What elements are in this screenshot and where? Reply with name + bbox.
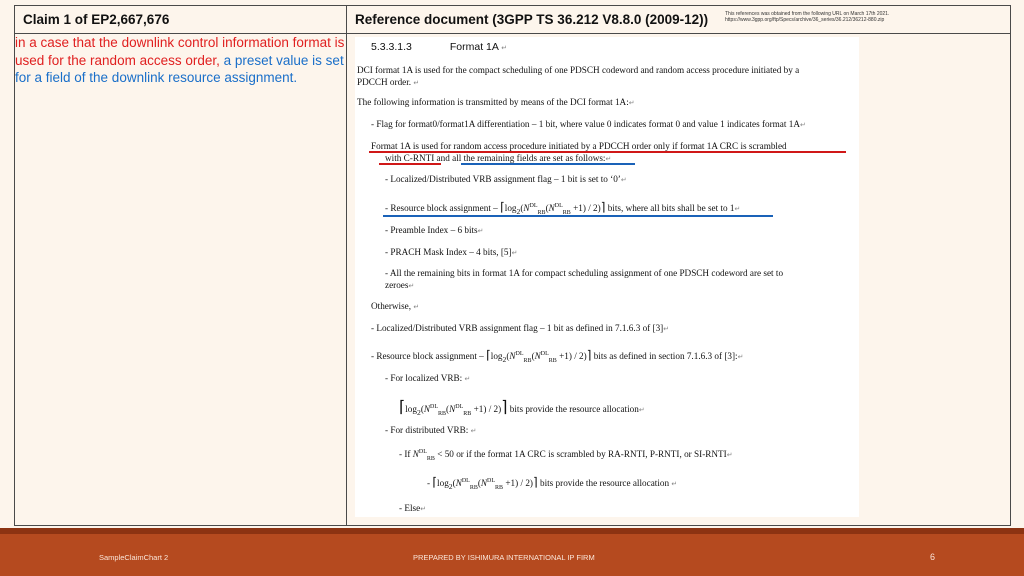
rba-suffix: bits, where all bits shall be set to 1 — [607, 203, 735, 213]
pdcch-order-line-1: Format 1A is used for random access procedure initiated by a PDCCH order only if format 1A CRC is scrambled — [371, 141, 787, 151]
intro-line-2-text: PDCCH order. — [357, 77, 412, 87]
remaining-line-2: zeroes↵ — [385, 280, 415, 290]
vrb-flag-line: - Localized/Distributed VRB assignment flag – 1 bit is set to ‘0’↵ — [385, 174, 627, 184]
claim-text-blue: a preset value is set for a field of the downlink resource assignment — [15, 52, 344, 85]
pdcch-order-line-2a: with C-RNTI and — [385, 153, 453, 163]
footer-firm: PREPARED BY ISHIMURA INTERNATIONAL IP FIRM — [413, 553, 595, 562]
if-suffix: or if the format 1A CRC is scrambled by RA-RNTI, P-RNTI, or SI-RNTI — [456, 449, 727, 460]
source-note-text: This references was obtained from the following URL on March 17th 2021. — [725, 11, 890, 17]
footer-accent-stripe — [0, 528, 1024, 534]
prach-text: - PRACH Mask Index – 4 bits, [5] — [385, 247, 512, 257]
otherwise-text: Otherwise, — [371, 301, 412, 311]
intro-line-2: PDCCH order. ↵ — [357, 77, 420, 87]
prach-line: - PRACH Mask Index – 4 bits, [5]↵ — [385, 247, 518, 257]
localized-suffix: bits provide the resource allocation — [509, 404, 639, 414]
distributed-text: - For distributed VRB: — [385, 425, 469, 435]
remaining-line-1: - All the remaining bits in format 1A for compact scheduling assignment of one PDSCH codeword are set to — [385, 268, 784, 278]
page-number: 6 — [930, 552, 936, 562]
localized-line: - For localized VRB: ↵ — [385, 373, 471, 383]
rba2-prefix: - Resource block assignment – — [371, 351, 484, 361]
reference-column-header — [347, 6, 1011, 34]
distributed-line: - For distributed VRB: ↵ — [385, 425, 477, 435]
blue-underline-rba — [383, 215, 773, 217]
flag-line: - Flag for format0/format1A differentiation – 1 bit, where value 0 indicates format 0 and value 1 indicates format 1A↵ — [371, 119, 806, 129]
rba2-suffix: bits as defined in section 7.1.6.3 of [3]: — [593, 351, 738, 361]
remaining-line-2-text: zeroes — [385, 280, 409, 290]
flag-line-text: - Flag for format0/format1A differentiation – 1 bit, where value 0 indicates format 0 and value 1 indicates format 1A — [371, 119, 800, 129]
if-line: - If $N^{DL}_{RB} < 50$ or if the format 1A CRC is scrambled by RA-RNTI, P-RNTI, or SI-RNTI↵ — [399, 449, 733, 462]
localized-text: - For localized VRB: — [385, 373, 463, 383]
section-number: 5.3.3.1.3 — [371, 41, 412, 53]
claim-cell — [15, 34, 347, 526]
footer-title: SampleClaimChart 2 — [99, 553, 169, 562]
red-underline-2 — [379, 163, 441, 165]
intro-line-1: DCI format 1A is used for the compact scheduling of one PDSCH codeword and random access procedure initiated by a — [357, 65, 800, 75]
else-text: - Else — [399, 503, 421, 513]
section-heading: 5.3.3.1.3 Format 1A ↵ — [371, 41, 508, 53]
else-line: - Else↵ — [399, 503, 427, 513]
claim-text-end: . — [293, 70, 298, 85]
claim-text-red: in a case that the downlink control information format is used for the random access order, — [15, 35, 345, 68]
claim-column-title: Claim 1 of EP2,667,676 — [23, 12, 170, 27]
vrb-flag-text: - Localized/Distributed VRB assignment flag – 1 bit is set to ‘0’ — [385, 174, 621, 184]
otherwise-line: Otherwise, ↵ — [371, 301, 420, 311]
footer-bar — [0, 528, 1024, 576]
distributed-formula-line: - $⌈\log_2(N^{DL}_{RB}(N^{DL}_{RB} +1)$ / 2)⌉ bits provide the resource allocation ↵ — [427, 475, 678, 491]
claim-column-header — [15, 6, 347, 34]
info-line-text: The following information is transmitted by means of the DCI format 1A: — [357, 97, 629, 107]
preamble-text: - Preamble Index – 6 bits — [385, 225, 478, 235]
reference-excerpt — [355, 37, 859, 517]
vrb-flag-2-text: - Localized/Distributed VRB assignment flag – 1 bit as defined in 7.1.6.3 of [3] — [371, 323, 664, 333]
source-note-url: https://www.3gpp.org/ftp/Specs/archive/36_series/36.212/36212-880.zip — [725, 17, 885, 23]
rba-prefix: - Resource block assignment – — [385, 203, 498, 213]
info-line: The following information is transmitted by means of the DCI format 1A:↵ — [357, 97, 635, 107]
pdcch-order-line-2: with C-RNTI and all the remaining fields are set as follows:↵ — [385, 153, 612, 163]
rba-line: - Resource block assignment – $⌈\log_2(N^{DL}_{RB}(N^{DL}_{RB} +1)$ / 2)⌉ bits, where all bits shall be set to 1↵ — [385, 200, 741, 216]
section-title: Format 1A — [449, 41, 499, 53]
blue-underline — [461, 163, 635, 165]
reference-column-title: Reference document (3GPP TS 36.212 V8.8.0 (2009-12)) — [355, 12, 709, 27]
preamble-line: - Preamble Index – 6 bits↵ — [385, 225, 484, 235]
rba-line-2: - Resource block assignment – $⌈\log_2(N^{DL}_{RB}(N^{DL}_{RB} +1)$ / 2)⌉ bits as defined in section 7.1.6.3 of [3]:↵ — [371, 348, 744, 364]
distributed-suffix: bits provide the resource allocation — [539, 478, 670, 488]
pdcch-order-line-2b: all the remaining fields are set as follows: — [452, 153, 606, 163]
source-note — [725, 11, 985, 23]
localized-formula-line: $⌈\log_2(N^{DL}_{RB}(N^{DL}_{RB} +1)$ / 2)⌉ bits provide the resource allocation↵ — [399, 399, 645, 417]
vrb-flag-line-2: - Localized/Distributed VRB assignment flag – 1 bit as defined in 7.1.6.3 of [3]↵ — [371, 323, 670, 333]
